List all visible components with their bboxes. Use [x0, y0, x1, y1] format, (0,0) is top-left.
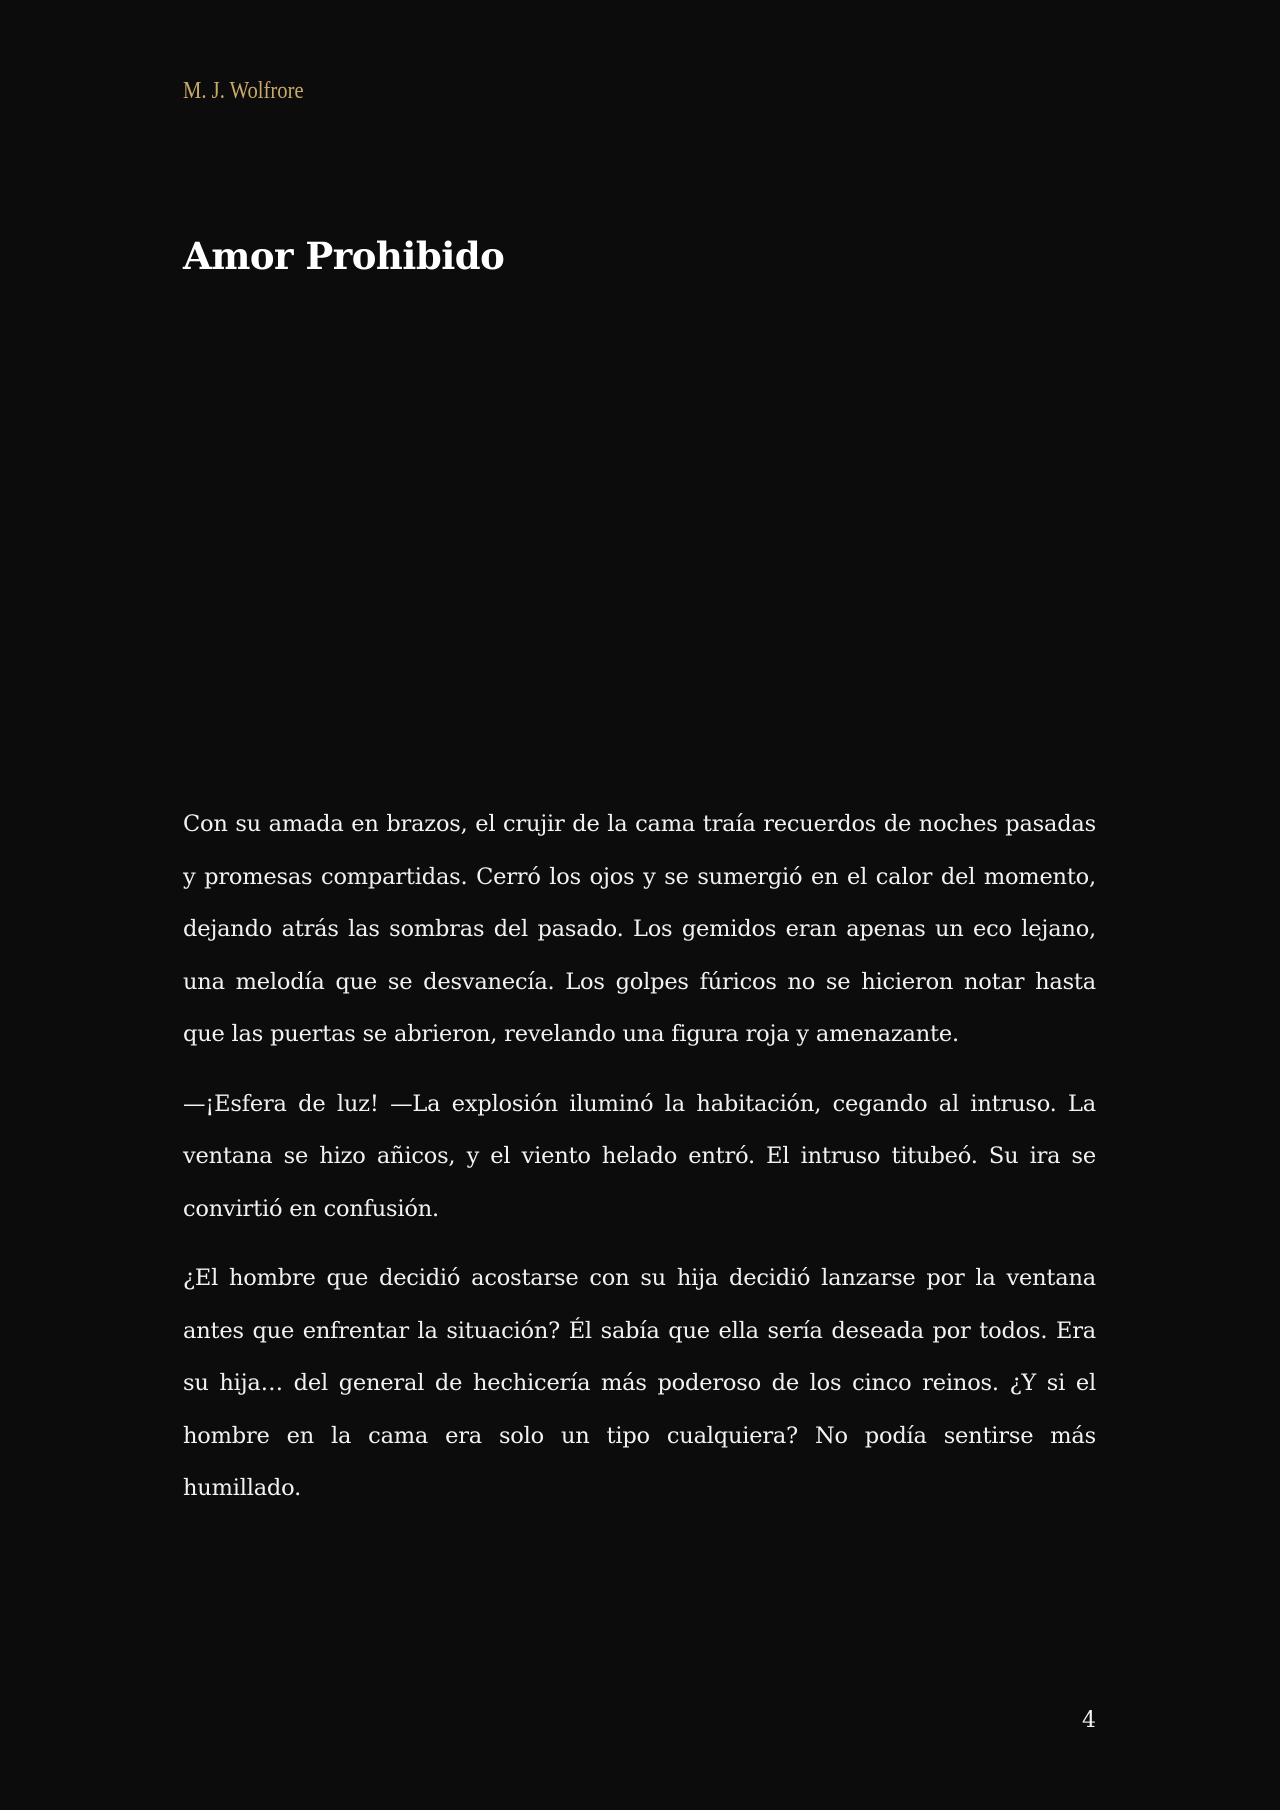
- page-number: 4: [1082, 1708, 1096, 1733]
- running-header-author: M. J. Wolfrore: [183, 78, 304, 104]
- chapter-body: [183, 798, 1096, 1532]
- paragraph: Con su amada en brazos, el crujir de la cama traía recuerdos de noches pasadas y promesas compartidas. Cerró los ojos y se sumergió en el calor del momento, dejando atrás las sombras del pasado. Los gemidos eran apenas un eco lejano, una melodía que se desvanecía. Los golpes fúricos no se hicieron notar hasta que las puertas se abrieron, revelando una figura roja y amenazante.: [183, 811, 1096, 1047]
- chapter-title: Amor Prohibido: [183, 234, 505, 278]
- paragraph: —¡Esfera de luz! —La explosión iluminó la habitación, cegando al intruso. La ventana se hizo añicos, y el viento helado entró. El intruso titubeó. Su ira se convirtió en confusión.: [183, 1090, 1096, 1222]
- paragraph: ¿El hombre que decidió acostarse con su hija decidió lanzarse por la ventana antes que enfrentar la situación? Él sabía que ella sería deseada por todos. Era su hija… del general de hechicería más poderoso de los cinco reinos. ¿Y si el hombre en la cama era solo un tipo cualquiera? No podía sentirse más humillado.: [183, 1265, 1096, 1501]
